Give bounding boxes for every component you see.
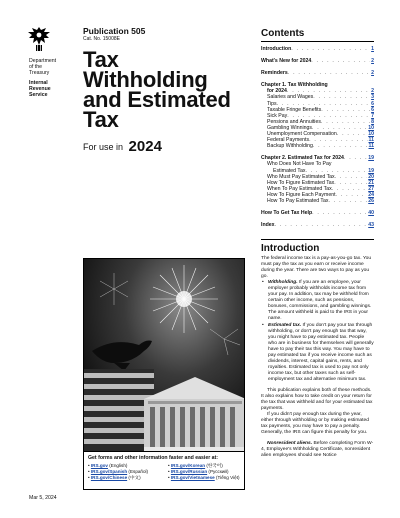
- toc-page-link[interactable]: 6: [371, 106, 374, 113]
- toc-entry-title: Federal Payments: [267, 137, 310, 144]
- toc-entry[interactable]: [261, 143, 374, 149]
- toc-entry-title: Unemployment Compensation: [267, 131, 337, 138]
- title-line-3: and Estimated: [83, 87, 231, 112]
- toc-page-link[interactable]: 40: [368, 210, 374, 217]
- toc-leader-dots: [288, 70, 370, 76]
- toc-page-link[interactable]: 20: [368, 173, 374, 180]
- toc-entry-title: How To Get Tax Help: [261, 210, 313, 217]
- toc-entry-title: How To Pay Estimated Tax: [267, 197, 329, 204]
- intro-paragraph-1: The federal income tax is a pay-as-you-go tax. You must pay the tax as you earn or receive income during the year. There are two ways to pay as you go.: [261, 256, 372, 280]
- toc-page-link[interactable]: 8: [371, 118, 374, 125]
- toc-page-link[interactable]: 19: [368, 167, 374, 174]
- link-irs-chinese[interactable]: • IRS.gov/Chinese (中文): [88, 475, 141, 480]
- toc-page-link[interactable]: 7: [371, 112, 374, 119]
- introduction-heading: Introduction: [261, 243, 320, 254]
- toc-entry-title: Reminders: [261, 70, 288, 77]
- contents-rule: [261, 41, 374, 42]
- toc-page-link[interactable]: 27: [368, 185, 374, 192]
- cover-links-heading: Get forms and other information faster and easier at:: [88, 455, 219, 461]
- toc-entry-title: What's New for 2024: [261, 58, 312, 65]
- contents-heading: Contents: [261, 28, 305, 39]
- toc-entry-title: Pensions and Annuities: [267, 118, 321, 125]
- toc-entry-title: Salaries and Wages: [267, 94, 314, 101]
- toc-leader-dots: [291, 46, 370, 52]
- toc-entry-title: Tips: [267, 100, 277, 107]
- irs-line-1: Internal: [29, 79, 48, 86]
- irs-eagle-logo: [27, 26, 51, 52]
- toc-entry[interactable]: [261, 46, 374, 52]
- catalog-number: Cat. No. 15008E: [83, 36, 120, 42]
- intro-bullet-withholding: • Withholding. If you are an employee, your employer probably withholds income tax from your pay. In addition, tax may be withheld from certain other income, such as pensions, bonuses, commissions, and gambling winnings. The amount withheld is paid to the IRS in your name.: [261, 280, 374, 322]
- cover-links-left: [88, 463, 160, 481]
- cover-illustration: [83, 258, 245, 490]
- toc-entry[interactable]: [261, 198, 374, 204]
- toc-entry-title: for 2024: [267, 88, 287, 95]
- link-irs-vietnamese[interactable]: • IRS.gov/Vietnamese (Tiếng Việt): [168, 475, 240, 480]
- toc-entry-title: Index: [261, 222, 275, 229]
- introduction-rule: [261, 239, 374, 240]
- for-use-in-label: For use in: [83, 142, 124, 152]
- toc-leader-dots: [329, 198, 368, 204]
- toc-entry-title: Gambling Winnings: [267, 124, 312, 131]
- toc-page-link[interactable]: 6: [371, 100, 374, 107]
- toc-entry-title: Who Does Not Have To Pay: [267, 161, 332, 168]
- toc-leader-dots: [275, 222, 368, 228]
- link-irs-spanish[interactable]: • IRS.gov/Spanish (Español): [88, 469, 149, 474]
- link-irs-russian[interactable]: • IRS.gov/Russian (Русский): [168, 469, 229, 474]
- toc-page-link[interactable]: 11: [368, 137, 374, 144]
- intro-paragraph-nonresident: Nonresident aliens. Before completing Form W-4, Employee's Withholding Certificate, nonresident alien employees should see Notice: [261, 441, 374, 459]
- toc-page-link[interactable]: 24: [368, 191, 374, 198]
- toc-leader-dots: [313, 143, 368, 149]
- toc-entry-title: Estimated Tax: [273, 167, 306, 174]
- fireworks-eagle-capitol-image: [84, 259, 245, 453]
- toc-page-link[interactable]: 2: [371, 70, 374, 77]
- publication-title: [83, 47, 253, 132]
- cover-links-right: [168, 463, 240, 481]
- toc-entry-title: Chapter 2. Estimated Tax for 2024: [261, 155, 344, 162]
- title-line-2: Withholding: [83, 67, 208, 92]
- table-of-contents: [261, 46, 374, 228]
- dept-line-2: of the: [29, 64, 42, 71]
- cover-links-box: [84, 451, 244, 489]
- intro-bullet-estimated-tax: • Estimated tax. If you don't pay your tax through withholding, or don't pay enough tax that way, you might have to pay estimated tax. People who are in business for themselves will generally have to pay their tax this way. You may have to pay estimated tax if you receive income such as dividends, interest, capital gains, rents, and royalties. Estimated tax is used to pay not only income tax, but other taxes such as self-employment tax and alternative minimum tax.: [261, 323, 374, 383]
- title-line-4: Tax: [83, 107, 119, 132]
- toc-entry-title: Chapter 1. Tax Withholding: [261, 82, 328, 89]
- toc-entry[interactable]: [261, 222, 374, 228]
- toc-entry-title: When To Pay Estimated Tax: [267, 185, 332, 192]
- toc-entry-title: Introduction: [261, 46, 292, 52]
- toc-page-link[interactable]: 21: [368, 179, 374, 186]
- toc-entry-title: How To Figure Estimated Tax: [267, 179, 335, 186]
- toc-page-link[interactable]: 11: [368, 143, 374, 150]
- dept-line-1: Department: [29, 58, 57, 64]
- toc-page-link[interactable]: 19: [368, 155, 374, 162]
- toc-page-link[interactable]: 2: [371, 88, 374, 95]
- toc-entry-title: Backup Withholding: [267, 143, 313, 150]
- link-irs-korean[interactable]: • IRS.gov/Korean (한국어): [168, 463, 223, 468]
- intro-paragraph-2: This publication explains both of these methods. It also explains how to take credit on your return for the tax that was withheld and for your estimated tax payments.: [261, 387, 373, 412]
- publication-number: Publication 505: [83, 26, 146, 36]
- intro-paragraph-3: If you didn't pay enough tax during the year, either through withholding or by making estimated tax payments, you may have to pay a penalty. Generally, the IRS can figure this penalty for you.: [261, 412, 369, 436]
- agency-block: [29, 58, 79, 98]
- link-irs-english[interactable]: • IRS.gov (English): [88, 463, 128, 468]
- toc-entry-title: Who Must Pay Estimated Tax: [267, 173, 335, 180]
- toc-page-link[interactable]: 26: [368, 197, 374, 204]
- toc-leader-dots: [344, 155, 367, 161]
- toc-page-link[interactable]: 3: [371, 94, 374, 101]
- toc-entry-title: How To Figure Each Payment: [267, 191, 336, 198]
- irs-line-3: Service: [29, 92, 48, 99]
- toc-entry-title: Taxable Fringe Benefits: [267, 106, 322, 113]
- irs-line-2: Revenue: [29, 85, 51, 92]
- toc-entry[interactable]: [261, 210, 374, 216]
- toc-page-link[interactable]: 2: [371, 58, 374, 65]
- introduction-body: [261, 256, 374, 460]
- publication-date: Mar 5, 2024: [29, 495, 57, 501]
- toc-page-link[interactable]: 1: [371, 46, 374, 52]
- tax-year: 2024: [128, 138, 162, 155]
- flag-stripes: [84, 369, 154, 453]
- toc-page-link[interactable]: 43: [368, 222, 374, 229]
- toc-entry-title: Sick Pay: [267, 112, 288, 119]
- toc-leader-dots: [311, 58, 370, 64]
- toc-page-link[interactable]: 10: [368, 131, 374, 138]
- title-line-1: Tax: [83, 47, 119, 72]
- toc-entry[interactable]: [261, 70, 374, 76]
- toc-entry[interactable]: [261, 58, 374, 64]
- toc-leader-dots: [312, 210, 367, 216]
- toc-page-link[interactable]: 10: [368, 124, 374, 131]
- for-use-in: [83, 140, 162, 154]
- dept-line-3: Treasury: [29, 70, 50, 77]
